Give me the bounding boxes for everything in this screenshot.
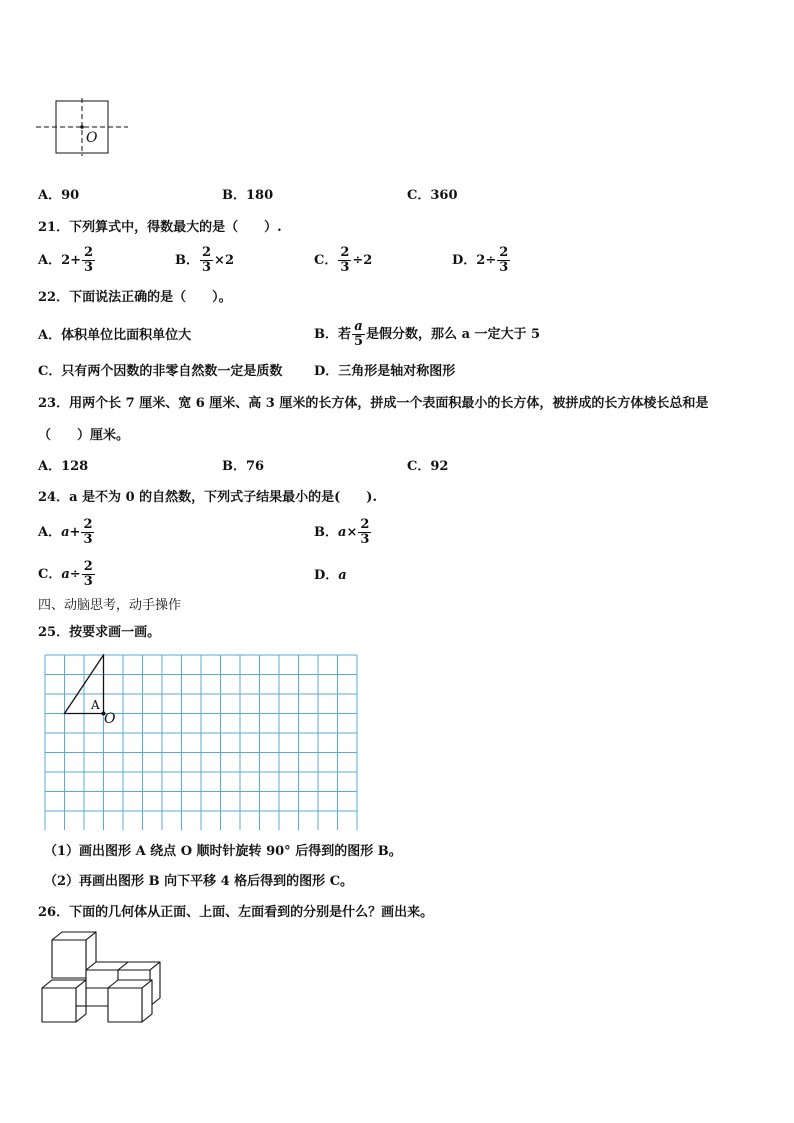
q20-option-b[interactable]: B．180 [222, 188, 274, 203]
q25-subquestion-1: （1）画出图形 A 绕点 O 顺时针旋转 90° 后得到的图形 B。 [44, 844, 402, 859]
q25-stem: 25．按要求画一画。 [38, 625, 161, 640]
fraction: $\frac{2}{3}$ [360, 517, 370, 547]
q24-option-c[interactable] [38, 560, 96, 589]
q24-option-a[interactable] [38, 518, 95, 547]
q21-option-a[interactable] [38, 246, 96, 275]
variable-a: a [338, 568, 347, 583]
q24-a-prefix: A． [38, 525, 62, 540]
rotation-square-figure [36, 98, 128, 158]
q22-option-b[interactable] [314, 320, 540, 349]
operator: × [346, 525, 358, 540]
fraction: $\frac{2}{3}$ [202, 245, 212, 275]
q23-option-c[interactable]: C．92 [407, 459, 449, 474]
q21-option-d[interactable] [452, 246, 511, 275]
point-label-o: O [104, 711, 116, 727]
q20-option-c[interactable]: C．360 [407, 188, 458, 203]
operator: ÷ [69, 567, 81, 582]
q21-b-suffix: ×2 [214, 253, 234, 268]
q24-option-b[interactable] [314, 518, 372, 547]
q23-stem-line1: 23．用两个长 7 厘米、宽 6 厘米、高 3 厘米的长方体，拼成一个表面积最小的长方体，被拼成的长方体棱长总和是 [38, 396, 709, 411]
q22-option-d[interactable]: D．三角形是轴对称图形 [314, 364, 456, 379]
cube-solid-figure [38, 930, 166, 1026]
q23-stem-line2: （ ）厘米。 [38, 428, 130, 443]
q21-d-prefix: D．2÷ [452, 253, 497, 268]
q25-subquestion-2: （2）再画出图形 B 向下平移 4 格后得到的图形 C。 [44, 874, 354, 889]
fraction: $\frac{2}{3}$ [84, 245, 94, 275]
q21-a-prefix: A．2+ [38, 253, 82, 268]
q22-option-a[interactable]: A．体积单位比面积单位大 [38, 328, 192, 343]
q26-stem: 26．下面的几何体从正面、上面、左面看到的分别是什么？画出来。 [38, 905, 434, 920]
triangle-label-a: A [91, 698, 100, 712]
q24-c-prefix: C． [38, 567, 62, 582]
q22-stem: 22．下面说法正确的是（ ）。 [38, 290, 232, 305]
q24-d-prefix: D． [314, 568, 339, 583]
variable-a: a [61, 525, 70, 540]
fraction: $\frac{2}{3}$ [83, 517, 93, 547]
q21-option-b[interactable] [175, 246, 234, 275]
q23-option-b[interactable]: B．76 [222, 459, 265, 474]
q24-stem: 24．a 是不为 0 的自然数，下列式子结果最小的是( ). [38, 490, 377, 505]
q22-b-suffix: 是假分数，那么 a 一定大于 5 [366, 327, 541, 342]
fraction: $\frac{2}{3}$ [499, 245, 509, 275]
fraction: $\frac{a}{5}$ [354, 319, 364, 349]
origin-label: O [86, 130, 98, 146]
variable-a: a [61, 567, 70, 582]
variable-a: a [338, 525, 347, 540]
q24-b-prefix: B． [314, 525, 338, 540]
q22-option-c[interactable]: C．只有两个因数的非零自然数一定是质数 [38, 364, 283, 379]
section-title: 四、动脑思考，动手操作 [38, 598, 182, 613]
q21-b-prefix: B． [175, 253, 199, 268]
q24-option-d[interactable] [314, 568, 347, 584]
fraction: $\frac{2}{3}$ [340, 245, 350, 275]
q23-option-a[interactable]: A．128 [38, 459, 89, 474]
q21-option-c[interactable] [314, 246, 372, 275]
q20-option-a[interactable]: A．90 [38, 188, 80, 203]
q21-stem: 21．下列算式中，得数最大的是（ ）. [38, 220, 282, 235]
q21-c-suffix: ÷2 [352, 253, 373, 268]
operator: + [69, 525, 81, 540]
fraction: $\frac{2}{3}$ [83, 559, 93, 589]
q21-c-prefix: C． [314, 253, 338, 268]
drawing-grid[interactable] [44, 654, 360, 830]
q22-b-prefix: B．若 [314, 327, 351, 342]
